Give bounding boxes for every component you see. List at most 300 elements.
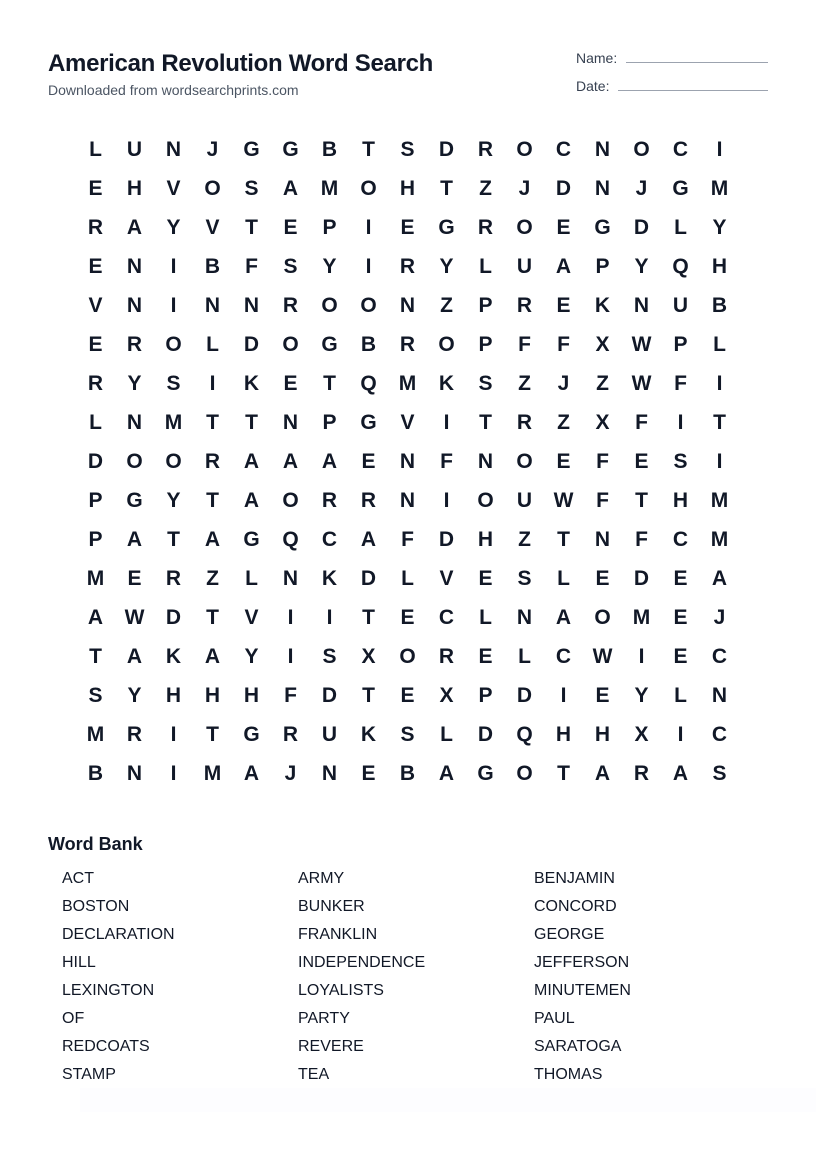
grid-cell: P (322, 411, 337, 434)
grid-cell: B (399, 762, 416, 785)
date-label: Date: (576, 78, 610, 94)
grid-cell: N (516, 606, 533, 629)
grid-cell: T (713, 411, 726, 434)
grid-cell: W (124, 606, 145, 629)
grid-cell: E (673, 606, 688, 629)
grid-row (76, 598, 739, 637)
grid-cell: W (631, 372, 652, 395)
grid-cell: P (673, 333, 688, 356)
grid-cell: I (560, 684, 567, 707)
grid-row (76, 520, 739, 559)
grid-cell: Q (516, 723, 533, 746)
word-bank-item: OF (62, 1010, 85, 1027)
grid-row (76, 715, 739, 754)
grid-cell: S (517, 567, 532, 590)
grid-cell: O (516, 138, 533, 161)
grid-cell: J (557, 372, 570, 395)
grid-cell: P (478, 333, 493, 356)
grid-cell: G (126, 489, 143, 512)
grid-cell: A (243, 489, 260, 512)
grid-cell: T (245, 411, 258, 434)
grid-cell: B (204, 255, 221, 278)
grid-cell: O (165, 450, 182, 473)
grid-row (76, 403, 739, 442)
grid-cell: N (594, 138, 611, 161)
grid-row (76, 130, 739, 169)
grid-cell: L (401, 567, 414, 590)
grid-cell: K (594, 294, 611, 317)
grid-cell: H (204, 684, 221, 707)
grid-cell: Y (244, 645, 259, 668)
grid-cell: O (477, 489, 494, 512)
grid-cell: L (557, 567, 570, 590)
grid-cell: S (244, 177, 259, 200)
grid-cell: Z (440, 294, 453, 317)
grid-cell: H (243, 684, 260, 707)
grid-cell: E (361, 450, 376, 473)
grid-cell: F (284, 684, 297, 707)
grid-cell: E (673, 645, 688, 668)
grid-cell: E (88, 255, 103, 278)
grid-cell: M (86, 567, 105, 590)
grid-cell: I (638, 645, 645, 668)
grid-cell: I (209, 372, 216, 395)
grid-cell: I (365, 255, 372, 278)
grid-cell: M (710, 177, 729, 200)
grid-cell: P (88, 489, 103, 512)
grid-cell: Z (596, 372, 609, 395)
grid-cell: K (321, 567, 338, 590)
source-subtitle: Downloaded from wordsearchprints.com (48, 82, 299, 98)
grid-cell: I (677, 411, 684, 434)
grid-cell: E (556, 216, 571, 239)
grid-cell: D (165, 606, 182, 629)
grid-cell: N (711, 684, 728, 707)
word-bank-item: THOMAS (534, 1066, 603, 1083)
grid-cell: F (596, 489, 609, 512)
grid-cell: P (478, 294, 493, 317)
grid-cell: D (360, 567, 377, 590)
grid-cell: G (243, 528, 260, 551)
grid-cell: T (362, 606, 375, 629)
grid-cell: G (594, 216, 611, 239)
grid-cell: X (439, 684, 454, 707)
grid-cell: O (633, 138, 650, 161)
grid-cell: D (87, 450, 104, 473)
grid-cell: I (716, 138, 723, 161)
grid-cell: C (711, 645, 728, 668)
word-bank-item: ACT (62, 870, 94, 887)
grid-cell: Q (360, 372, 377, 395)
grid-cell: R (477, 138, 494, 161)
grid-cell: U (672, 294, 689, 317)
grid-cell: M (710, 489, 729, 512)
grid-cell: W (631, 333, 652, 356)
grid-cell: F (674, 372, 687, 395)
grid-cell: O (321, 294, 338, 317)
grid-cell: I (326, 606, 333, 629)
grid-row (76, 442, 739, 481)
word-bank-item: FRANKLIN (298, 926, 378, 943)
grid-cell: A (204, 528, 221, 551)
grid-cell: T (206, 489, 219, 512)
grid-cell: T (362, 138, 375, 161)
grid-cell: E (88, 177, 103, 200)
grid-cell: V (439, 567, 454, 590)
grid-cell: A (321, 450, 338, 473)
grid-cell: P (595, 255, 610, 278)
grid-cell: T (323, 372, 336, 395)
grid-cell: T (89, 645, 102, 668)
grid-cell: A (126, 528, 143, 551)
grid-cell: U (321, 723, 338, 746)
grid-cell: Y (634, 684, 649, 707)
grid-cell: I (170, 294, 177, 317)
word-bank-item: LEXINGTON (62, 982, 155, 999)
grid-cell: N (126, 255, 143, 278)
grid-cell: C (321, 528, 338, 551)
grid-cell: A (204, 645, 221, 668)
grid-cell: B (360, 333, 377, 356)
grid-cell: V (400, 411, 415, 434)
grid-cell: F (635, 528, 648, 551)
grid-cell: N (594, 177, 611, 200)
grid-cell: O (360, 294, 377, 317)
word-bank-item: REDCOATS (62, 1038, 150, 1055)
grid-cell: V (166, 177, 181, 200)
word-bank-item: BENJAMIN (534, 870, 615, 887)
grid-cell: M (164, 411, 183, 434)
grid-cell: E (595, 684, 610, 707)
grid-cell: Y (127, 372, 142, 395)
grid-row (76, 325, 739, 364)
grid-cell: G (477, 762, 494, 785)
grid-cell: Z (206, 567, 219, 590)
grid-cell: E (283, 372, 298, 395)
grid-cell: F (245, 255, 258, 278)
word-bank-item: CONCORD (534, 898, 617, 915)
grid-row (76, 169, 739, 208)
grid-cell: L (440, 723, 453, 746)
grid-cell: R (87, 372, 104, 395)
grid-cell: H (126, 177, 143, 200)
grid-cell: Q (282, 528, 299, 551)
letter-grid (76, 130, 739, 793)
grid-cell: N (282, 567, 299, 590)
grid-cell: E (556, 450, 571, 473)
grid-cell: R (126, 333, 143, 356)
grid-cell: T (206, 606, 219, 629)
grid-cell: F (557, 333, 570, 356)
grid-cell: S (283, 255, 298, 278)
grid-cell: T (635, 489, 648, 512)
grid-cell: Y (439, 255, 454, 278)
word-bank-item: PARTY (298, 1010, 350, 1027)
word-bank-item: REVERE (298, 1038, 364, 1055)
grid-cell: D (555, 177, 572, 200)
grid-cell: E (478, 645, 493, 668)
grid-cell: K (438, 372, 455, 395)
grid-cell: Z (557, 411, 570, 434)
grid-cell: Y (322, 255, 337, 278)
grid-cell: Y (712, 216, 727, 239)
word-bank-item: TEA (298, 1066, 330, 1083)
grid-row (76, 676, 739, 715)
word-bank-heading: Word Bank (48, 834, 143, 854)
grid-cell: S (322, 645, 337, 668)
grid-cell: S (478, 372, 493, 395)
grid-cell: X (634, 723, 649, 746)
grid-cell: A (126, 216, 143, 239)
grid-cell: N (126, 762, 143, 785)
grid-cell: F (596, 450, 609, 473)
grid-cell: W (553, 489, 574, 512)
grid-cell: E (361, 762, 376, 785)
word-bank-item: INDEPENDENCE (298, 954, 426, 971)
grid-cell: R (360, 489, 377, 512)
grid-cell: O (399, 645, 416, 668)
date-line (618, 90, 768, 91)
grid-cell: M (203, 762, 222, 785)
grid-cell: J (206, 138, 219, 161)
grid-cell: D (438, 138, 455, 161)
grid-cell: P (478, 684, 493, 707)
grid-cell: J (284, 762, 297, 785)
grid-cell: G (282, 138, 299, 161)
word-bank-item: ARMY (298, 870, 345, 887)
grid-cell: N (321, 762, 338, 785)
grid-cell: V (88, 294, 103, 317)
grid-cell: S (400, 138, 415, 161)
grid-cell: D (243, 333, 260, 356)
grid-cell: G (360, 411, 377, 434)
grid-cell: A (711, 567, 728, 590)
grid-cell: N (126, 294, 143, 317)
grid-cell: U (516, 489, 533, 512)
grid-cell: F (401, 528, 414, 551)
grid-cell: S (400, 723, 415, 746)
grid-cell: G (243, 723, 260, 746)
grid-cell: T (167, 528, 180, 551)
grid-cell: Y (127, 684, 142, 707)
grid-cell: N (282, 411, 299, 434)
grid-cell: T (245, 216, 258, 239)
grid-cell: N (165, 138, 182, 161)
grid-cell: D (516, 684, 533, 707)
grid-cell: V (244, 606, 259, 629)
grid-cell: E (595, 567, 610, 590)
grid-cell: I (287, 645, 294, 668)
grid-cell: A (126, 645, 143, 668)
grid-cell: R (399, 255, 416, 278)
grid-cell: A (243, 762, 260, 785)
grid-cell: S (88, 684, 103, 707)
grid-cell: A (282, 177, 299, 200)
grid-cell: R (321, 489, 338, 512)
grid-cell: L (674, 216, 687, 239)
grid-cell: Q (672, 255, 689, 278)
grid-cell: A (360, 528, 377, 551)
grid-row (76, 208, 739, 247)
grid-cell: T (440, 177, 453, 200)
grid-cell: J (635, 177, 648, 200)
grid-cell: Z (479, 177, 492, 200)
grid-cell: R (126, 723, 143, 746)
grid-cell: I (170, 762, 177, 785)
grid-cell: K (165, 645, 182, 668)
grid-cell: R (165, 567, 182, 590)
word-bank-item: MINUTEMEN (534, 982, 631, 999)
grid-cell: N (477, 450, 494, 473)
grid-cell: E (88, 333, 103, 356)
grid-cell: D (438, 528, 455, 551)
grid-cell: L (674, 684, 687, 707)
grid-cell: E (634, 450, 649, 473)
footer-band (80, 1088, 816, 1112)
grid-cell: L (479, 255, 492, 278)
grid-cell: A (87, 606, 104, 629)
grid-cell: G (438, 216, 455, 239)
grid-cell: T (479, 411, 492, 434)
grid-cell: R (516, 294, 533, 317)
grid-row (76, 637, 739, 676)
grid-cell: O (126, 450, 143, 473)
grid-cell: R (282, 294, 299, 317)
grid-cell: L (206, 333, 219, 356)
grid-cell: B (711, 294, 728, 317)
grid-cell: F (518, 333, 531, 356)
word-bank-item: STAMP (62, 1066, 116, 1083)
grid-cell: F (635, 411, 648, 434)
grid-cell: E (556, 294, 571, 317)
grid-cell: H (555, 723, 572, 746)
grid-cell: E (400, 684, 415, 707)
grid-cell: I (443, 489, 450, 512)
word-bank-item: JEFFERSON (534, 954, 630, 971)
grid-cell: D (633, 216, 650, 239)
grid-cell: A (438, 762, 455, 785)
grid-cell: J (713, 606, 726, 629)
grid-cell: D (477, 723, 494, 746)
grid-cell: I (170, 255, 177, 278)
grid-row (76, 559, 739, 598)
grid-cell: R (87, 216, 104, 239)
grid-cell: L (479, 606, 492, 629)
page-title: American Revolution Word Search (48, 50, 434, 77)
grid-cell: O (516, 216, 533, 239)
word-bank-item: HILL (62, 954, 96, 971)
grid-cell: X (361, 645, 376, 668)
grid-cell: O (204, 177, 221, 200)
grid-cell: O (594, 606, 611, 629)
grid-cell: O (165, 333, 182, 356)
grid-cell: E (673, 567, 688, 590)
name-label: Name: (576, 50, 618, 66)
grid-cell: T (557, 528, 570, 551)
grid-cell: L (713, 333, 726, 356)
grid-cell: E (400, 216, 415, 239)
word-bank-item: PAUL (534, 1010, 575, 1027)
grid-cell: C (672, 528, 689, 551)
grid-cell: U (516, 255, 533, 278)
grid-cell: O (516, 762, 533, 785)
grid-cell: S (166, 372, 181, 395)
grid-cell: R (438, 645, 455, 668)
grid-cell: E (478, 567, 493, 590)
grid-cell: T (206, 723, 219, 746)
grid-cell: E (400, 606, 415, 629)
grid-cell: E (283, 216, 298, 239)
grid-cell: K (243, 372, 260, 395)
grid-cell: L (89, 138, 102, 161)
grid-cell: A (594, 762, 611, 785)
grid-cell: S (712, 762, 727, 785)
grid-cell: E (127, 567, 142, 590)
grid-cell: R (282, 723, 299, 746)
grid-cell: K (360, 723, 377, 746)
grid-cell: I (716, 450, 723, 473)
grid-cell: A (555, 255, 572, 278)
grid-cell: I (170, 723, 177, 746)
grid-cell: P (88, 528, 103, 551)
word-bank-item: LOYALISTS (298, 982, 384, 999)
grid-cell: I (287, 606, 294, 629)
grid-cell: I (677, 723, 684, 746)
grid-cell: N (633, 294, 650, 317)
grid-cell: T (557, 762, 570, 785)
word-bank-item: DECLARATION (62, 926, 175, 943)
grid-cell: W (592, 645, 613, 668)
word-bank-item: SARATOGA (534, 1038, 622, 1055)
grid-cell: O (282, 489, 299, 512)
grid-cell: H (477, 528, 494, 551)
grid-cell: Y (166, 216, 181, 239)
grid-cell: L (89, 411, 102, 434)
grid-cell: I (716, 372, 723, 395)
grid-cell: B (87, 762, 104, 785)
grid-cell: O (360, 177, 377, 200)
grid-cell: X (595, 333, 610, 356)
name-line (626, 62, 768, 63)
grid-cell: R (633, 762, 650, 785)
grid-cell: N (399, 294, 416, 317)
grid-cell: N (204, 294, 221, 317)
grid-cell: C (555, 645, 572, 668)
grid-cell: P (322, 216, 337, 239)
word-bank-item: GEORGE (534, 926, 605, 943)
grid-row (76, 247, 739, 286)
grid-cell: Z (518, 528, 531, 551)
word-bank-item: BUNKER (298, 898, 365, 915)
grid-cell: O (438, 333, 455, 356)
grid-cell: A (243, 450, 260, 473)
grid-cell: A (555, 606, 572, 629)
grid-cell: O (282, 333, 299, 356)
grid-cell: M (632, 606, 651, 629)
grid-cell: T (206, 411, 219, 434)
grid-cell: H (165, 684, 182, 707)
grid-row (76, 364, 739, 403)
grid-cell: A (282, 450, 299, 473)
grid-cell: C (711, 723, 728, 746)
grid-cell: N (243, 294, 260, 317)
grid-cell: M (398, 372, 417, 395)
grid-cell: R (204, 450, 221, 473)
grid-cell: T (362, 684, 375, 707)
grid-cell: C (438, 606, 455, 629)
grid-cell: V (205, 216, 220, 239)
grid-cell: I (365, 216, 372, 239)
